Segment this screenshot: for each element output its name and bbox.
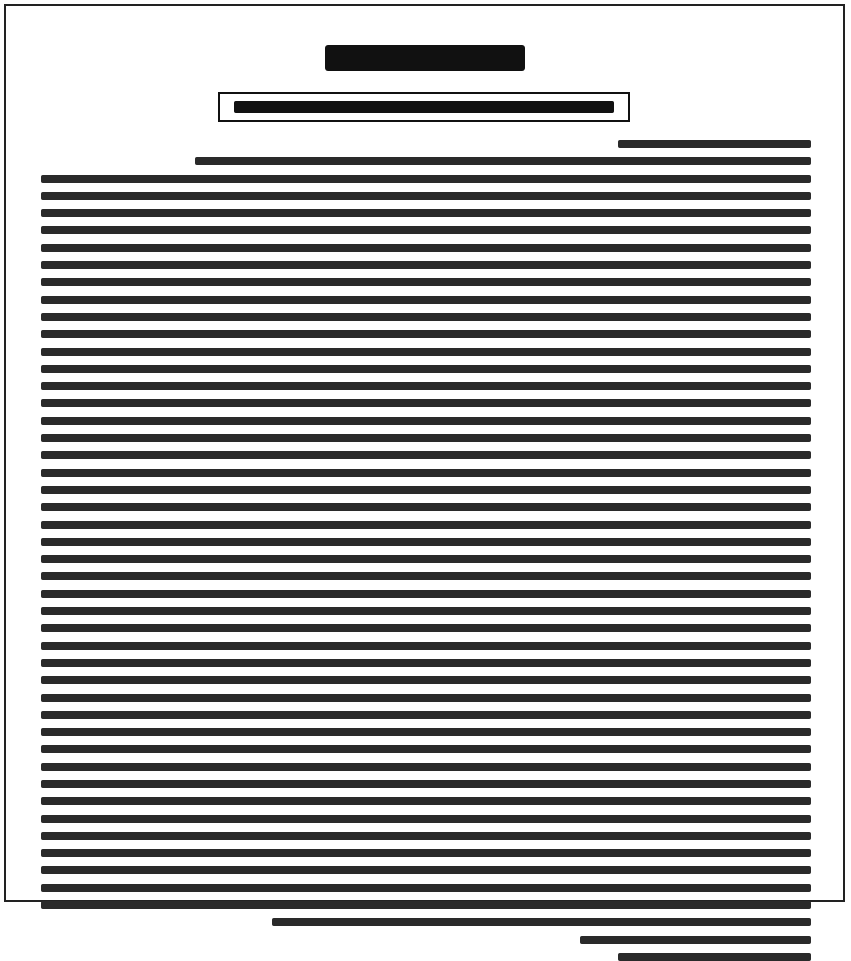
text-line <box>41 399 811 407</box>
text-line <box>41 330 811 338</box>
text-line <box>41 849 811 857</box>
text-line <box>41 365 811 373</box>
text-line <box>272 918 811 926</box>
notice-heading <box>310 30 540 85</box>
text-line <box>41 451 811 459</box>
text-line <box>41 382 811 390</box>
text-line <box>618 953 811 961</box>
text-line <box>580 936 811 944</box>
text-line <box>41 244 811 252</box>
text-line <box>41 313 811 321</box>
text-line <box>41 590 811 598</box>
text-line <box>41 642 811 650</box>
text-line <box>41 521 811 529</box>
text-line <box>41 538 811 546</box>
text-line <box>41 555 811 563</box>
text-line <box>41 209 811 217</box>
text-line <box>41 278 811 286</box>
text-line <box>41 417 811 425</box>
text-line <box>41 832 811 840</box>
notice-subheading-box <box>218 92 630 122</box>
text-line <box>41 261 811 269</box>
text-line <box>41 469 811 477</box>
text-line <box>41 797 811 805</box>
text-line <box>41 226 811 234</box>
text-line <box>41 711 811 719</box>
text-line <box>41 763 811 771</box>
text-line <box>41 503 811 511</box>
text-line <box>41 434 811 442</box>
text-line <box>41 572 811 580</box>
text-line <box>618 140 811 148</box>
text-line <box>41 624 811 632</box>
text-line <box>41 745 811 753</box>
text-line <box>41 192 811 200</box>
text-line <box>41 676 811 684</box>
text-line <box>41 607 811 615</box>
text-line <box>41 694 811 702</box>
text-line <box>41 486 811 494</box>
notice-body <box>41 140 811 890</box>
text-line <box>41 728 811 736</box>
text-line <box>41 884 811 892</box>
heading-placeholder <box>325 45 525 71</box>
text-line <box>41 780 811 788</box>
text-line <box>195 157 811 165</box>
text-line <box>41 175 811 183</box>
text-line <box>41 815 811 823</box>
text-line <box>41 866 811 874</box>
subheading-placeholder <box>234 101 614 113</box>
text-line <box>41 659 811 667</box>
text-line <box>41 348 811 356</box>
text-line <box>41 296 811 304</box>
